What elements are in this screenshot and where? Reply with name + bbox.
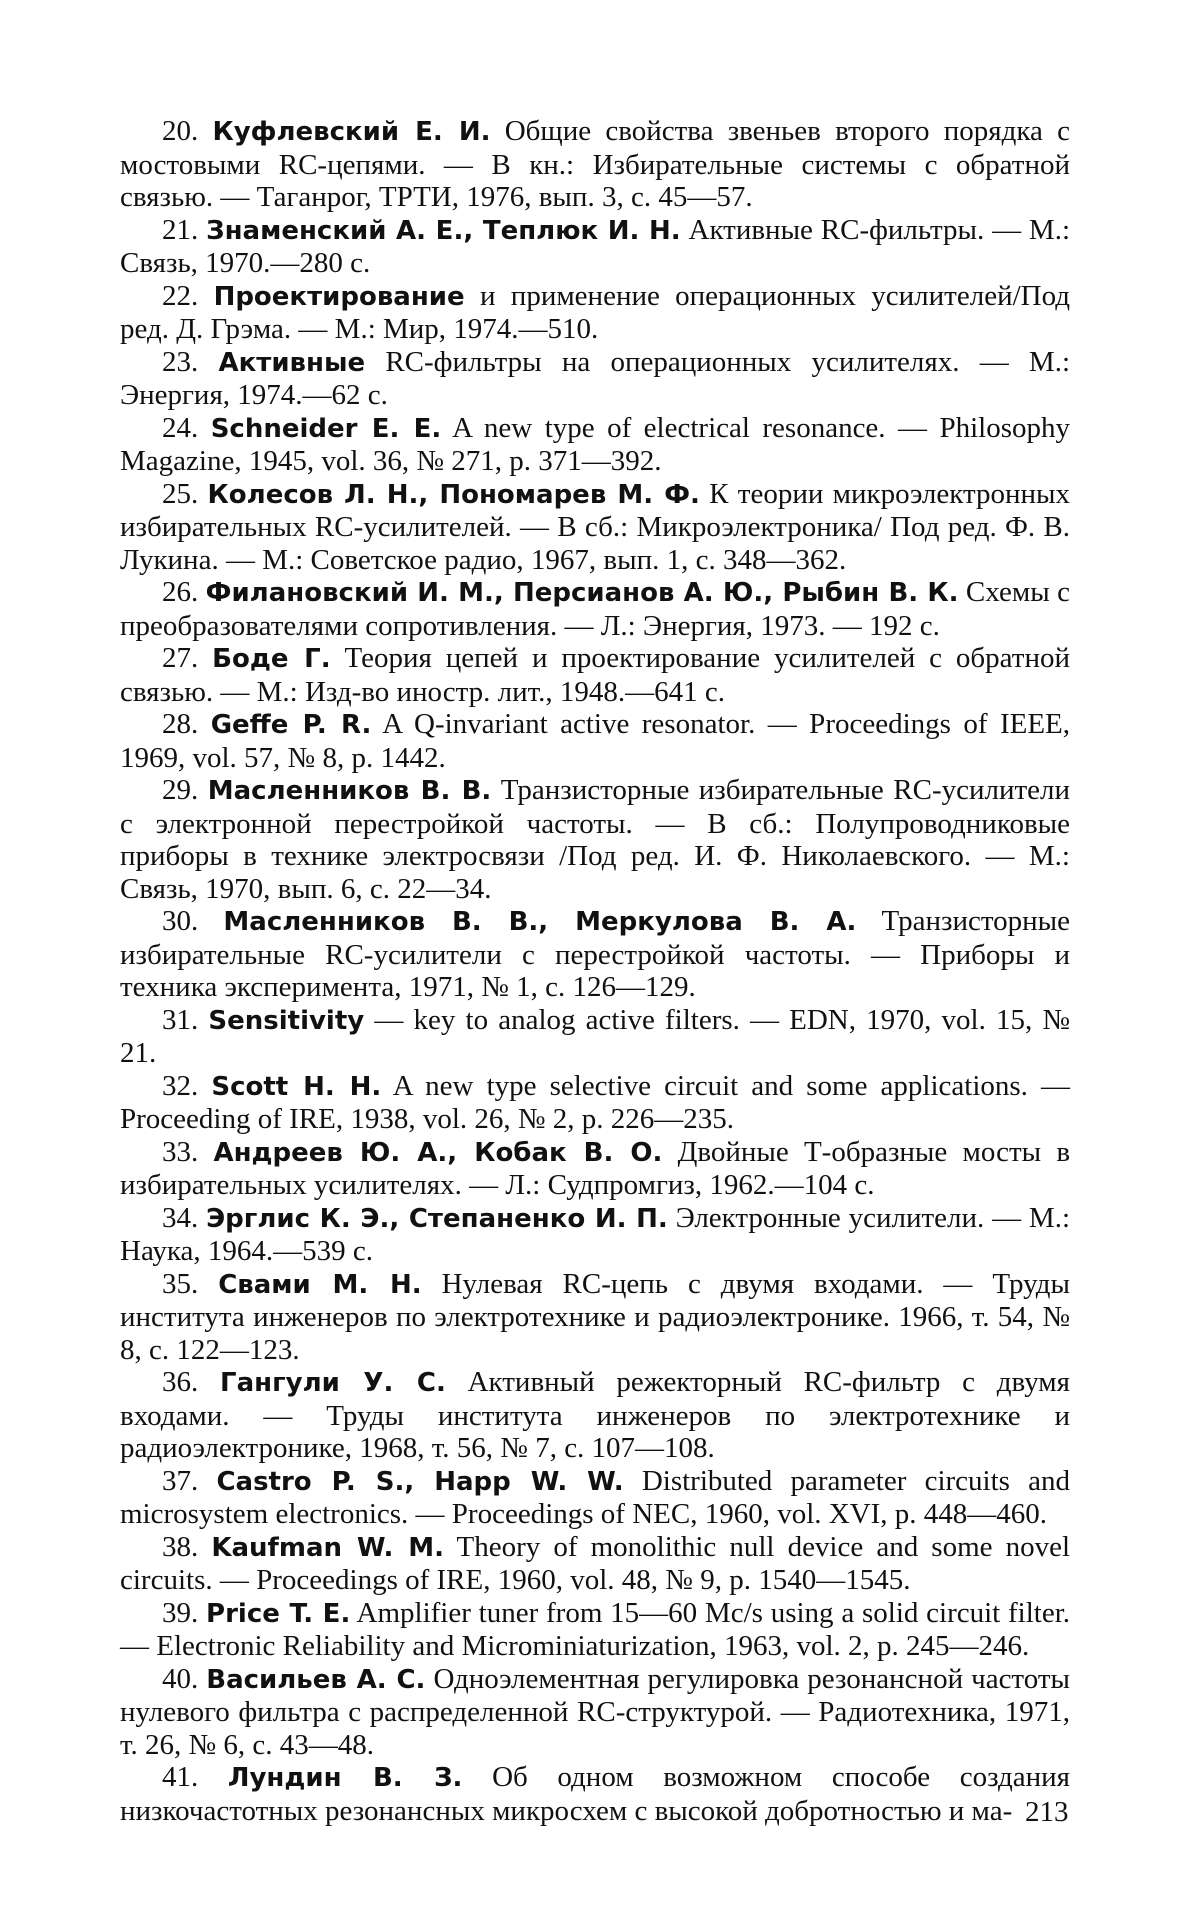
- reference-item: [120, 708, 1070, 774]
- reference-text: Теория цепей и проектирование усилителей с обратной связью. — М.: Изд-во иностр. лит., 1948.—641 с.: [120, 642, 1071, 708]
- reference-number: 26.: [162, 576, 199, 608]
- reference-text: Amplifier tuner from 15—60 Mc/s using a solid circuit filter. — Electronic Reliability and Microminiaturization, 1963, vol. 2, p. 245—246.: [120, 1596, 1071, 1662]
- reference-text: A new type selective circuit and some applications. — Proceeding of IRE, 1938, vol. 26, № 2, p. 226—235.: [120, 1069, 1071, 1135]
- reference-number: 25.: [162, 477, 199, 510]
- reference-text: Двойные Т-образные мосты в избирательных усилителях. — Л.: Судпромгиз, 1962.—104 с.: [120, 1135, 1071, 1201]
- reference-number: 31.: [162, 1003, 199, 1036]
- reference-number: 41.: [162, 1761, 199, 1793]
- reference-item: [120, 1004, 1070, 1070]
- reference-text: Активный режекторный RC-фильтр с двумя входами. — Труды института инженеров по электротехнике и радиоэлектронике, 1968, т. 56, № 7, с. 107—108.: [120, 1366, 1070, 1464]
- reference-number: 40.: [162, 1662, 199, 1695]
- reference-number: 28.: [162, 708, 199, 740]
- reference-text: A new type of electrical resonance. — Philosophy Magazine, 1945, vol. 36, № 271, p. 371—392.: [120, 411, 1070, 477]
- reference-authors: Колесов Л. Н., Пономарев М. Ф.: [207, 479, 700, 510]
- reference-number: 37.: [162, 1464, 199, 1497]
- reference-authors: Знаменский А. Е., Теплюк И. Н.: [206, 215, 681, 246]
- reference-text: Distributed parameter circuits and microsystem electronics. — Proceedings of NEC, 1960, vol. XVI, p. 448—460.: [120, 1464, 1070, 1530]
- reference-item: [120, 412, 1070, 478]
- reference-authors: Проектирование: [213, 281, 465, 312]
- reference-authors: Куфлевский Е. И.: [212, 117, 491, 147]
- reference-item: [120, 1597, 1070, 1663]
- reference-authors: Масленников В. В., Меркулова В. А.: [223, 907, 857, 937]
- reference-number: 30.: [162, 905, 199, 937]
- reference-item: [120, 774, 1070, 905]
- reference-authors: Лундин В. З.: [227, 1763, 463, 1793]
- reference-item: [120, 1136, 1070, 1202]
- reference-text: Нулевая RC-цепь с двумя входами. — Труды института инженеров по электротехнике и радиоэлектронике. 1966, т. 54, № 8, с. 122—123.: [120, 1267, 1071, 1366]
- reference-number: 34.: [162, 1201, 199, 1234]
- reference-authors: Андреев Ю. А., Кобак В. О.: [213, 1137, 663, 1168]
- reference-text: Theory of monolithic null device and some novel circuits. — Proceedings of IRE, 1960, vol. 48, № 9, p. 1540—1545.: [120, 1530, 1071, 1596]
- reference-list: [120, 115, 1070, 1827]
- reference-number: 22.: [162, 279, 199, 312]
- reference-number: 38.: [162, 1530, 199, 1563]
- reference-text: Общие свойства звеньев второго порядка с мостовыми RC-цепями. — В кн.: Избирательные системы с обратной связью. — Таганрог, ТРТИ, 1976, вып. 3, с. 45—57.: [120, 115, 1070, 213]
- reference-text: — key to analog active filters. — EDN, 1970, vol. 15, № 21.: [120, 1003, 1071, 1069]
- reference-text: RC-фильтры на операционных усилителях. — М.: Энергия, 1974.—62 с.: [120, 345, 1071, 411]
- reference-item: [120, 214, 1070, 280]
- reference-text: A Q-invariant active resonator. — Proceedings of IEEE, 1969, vol. 57, № 8, p. 1442.: [120, 708, 1071, 774]
- reference-authors: Schneider E. E.: [210, 413, 442, 444]
- reference-authors: Гангули У. С.: [220, 1368, 446, 1398]
- reference-number: 27.: [162, 642, 199, 674]
- reference-authors: Geffe P. R.: [210, 710, 372, 740]
- reference-number: 36.: [162, 1366, 199, 1398]
- reference-authors: Эрглис К. Э., Степаненко И. П.: [206, 1203, 668, 1234]
- page-number: 213: [1025, 1796, 1069, 1828]
- reference-authors: Васильев А. С.: [206, 1664, 426, 1695]
- reference-text: Схемы с преобразователями сопротивления. — Л.: Энергия, 1973. — 192 с.: [120, 576, 1071, 642]
- reference-authors: Активные: [218, 347, 366, 378]
- reference-item: [120, 905, 1070, 1004]
- reference-authors: Масленников В. В.: [207, 776, 492, 806]
- reference-item: [120, 280, 1070, 346]
- reference-item: [120, 346, 1070, 412]
- reference-number: 33.: [162, 1135, 199, 1168]
- reference-text: Электронные усилители. — М.: Наука, 1964.—539 с.: [120, 1201, 1071, 1267]
- reference-text: Транзисторные избирательные RC-усилители с перестройкой частоты. — Приборы и техника эксперимента, 1971, № 1, с. 126—129.: [120, 905, 1071, 1003]
- reference-text: Транзисторные избирательные RC-усилители с электронной перестройкой частоты. — В сб.: Полупроводниковые приборы в технике электросвязи /Под ред. И. Ф. Николаевского. — М.: Связь, 1970, вып. 6, с. 22—34.: [120, 774, 1071, 905]
- reference-authors: Филановский И. М., Персианов А. Ю., Рыбин В. К.: [205, 578, 959, 608]
- reference-authors: Price T. E.: [206, 1598, 351, 1629]
- reference-item: [120, 478, 1070, 577]
- reference-item: [120, 1202, 1070, 1268]
- reference-text: Одноэлементная регулировка резонансной частоты нулевого фильтра с распределенной RC-структурой. — Радиотехника, 1971, т. 26, № 6, с. 43—48.: [120, 1662, 1071, 1761]
- reference-item: [120, 1761, 1070, 1827]
- reference-item: [120, 576, 1070, 642]
- reference-item: [120, 1366, 1070, 1465]
- reference-item: [120, 1465, 1070, 1531]
- reference-number: 35.: [162, 1267, 199, 1300]
- reference-item: [120, 115, 1070, 214]
- reference-authors: Scott H. H.: [211, 1071, 382, 1102]
- reference-text: и применение операционных усилителей/Под ред. Д. Грэма. — М.: Мир, 1974.—510.: [120, 279, 1071, 345]
- reference-item: [120, 1268, 1070, 1367]
- reference-item: [120, 1531, 1070, 1597]
- reference-number: 39.: [162, 1596, 199, 1629]
- reference-authors: Sensitivity: [208, 1005, 365, 1036]
- reference-number: 23.: [162, 345, 199, 378]
- reference-authors: Боде Г.: [212, 644, 331, 674]
- reference-authors: Castro P. S., Happ W. W.: [216, 1466, 624, 1497]
- reference-item: [120, 1070, 1070, 1136]
- reference-number: 24.: [162, 411, 199, 444]
- reference-text: Активные RC-фильтры. — М.: Связь, 1970.—280 с.: [120, 213, 1071, 279]
- reference-number: 21.: [162, 213, 199, 246]
- reference-number: 32.: [162, 1069, 199, 1102]
- reference-authors: Kaufman W. M.: [211, 1532, 444, 1563]
- reference-number: 20.: [162, 115, 199, 147]
- reference-item: [120, 642, 1070, 708]
- reference-number: 29.: [162, 774, 199, 806]
- reference-text: К теории микроэлектронных избирательных RC-усилителей. — В сб.: Микроэлектроника/ Под ред. Ф. В. Лукина. — М.: Советское радио, 1967, вып. 1, с. 348—362.: [120, 477, 1071, 576]
- reference-item: [120, 1663, 1070, 1762]
- reference-text: Об одном возможном способе создания низкочастотных резонансных микросхем с высокой добротностью и ма-: [120, 1761, 1071, 1827]
- reference-authors: Свами М. Н.: [218, 1269, 422, 1300]
